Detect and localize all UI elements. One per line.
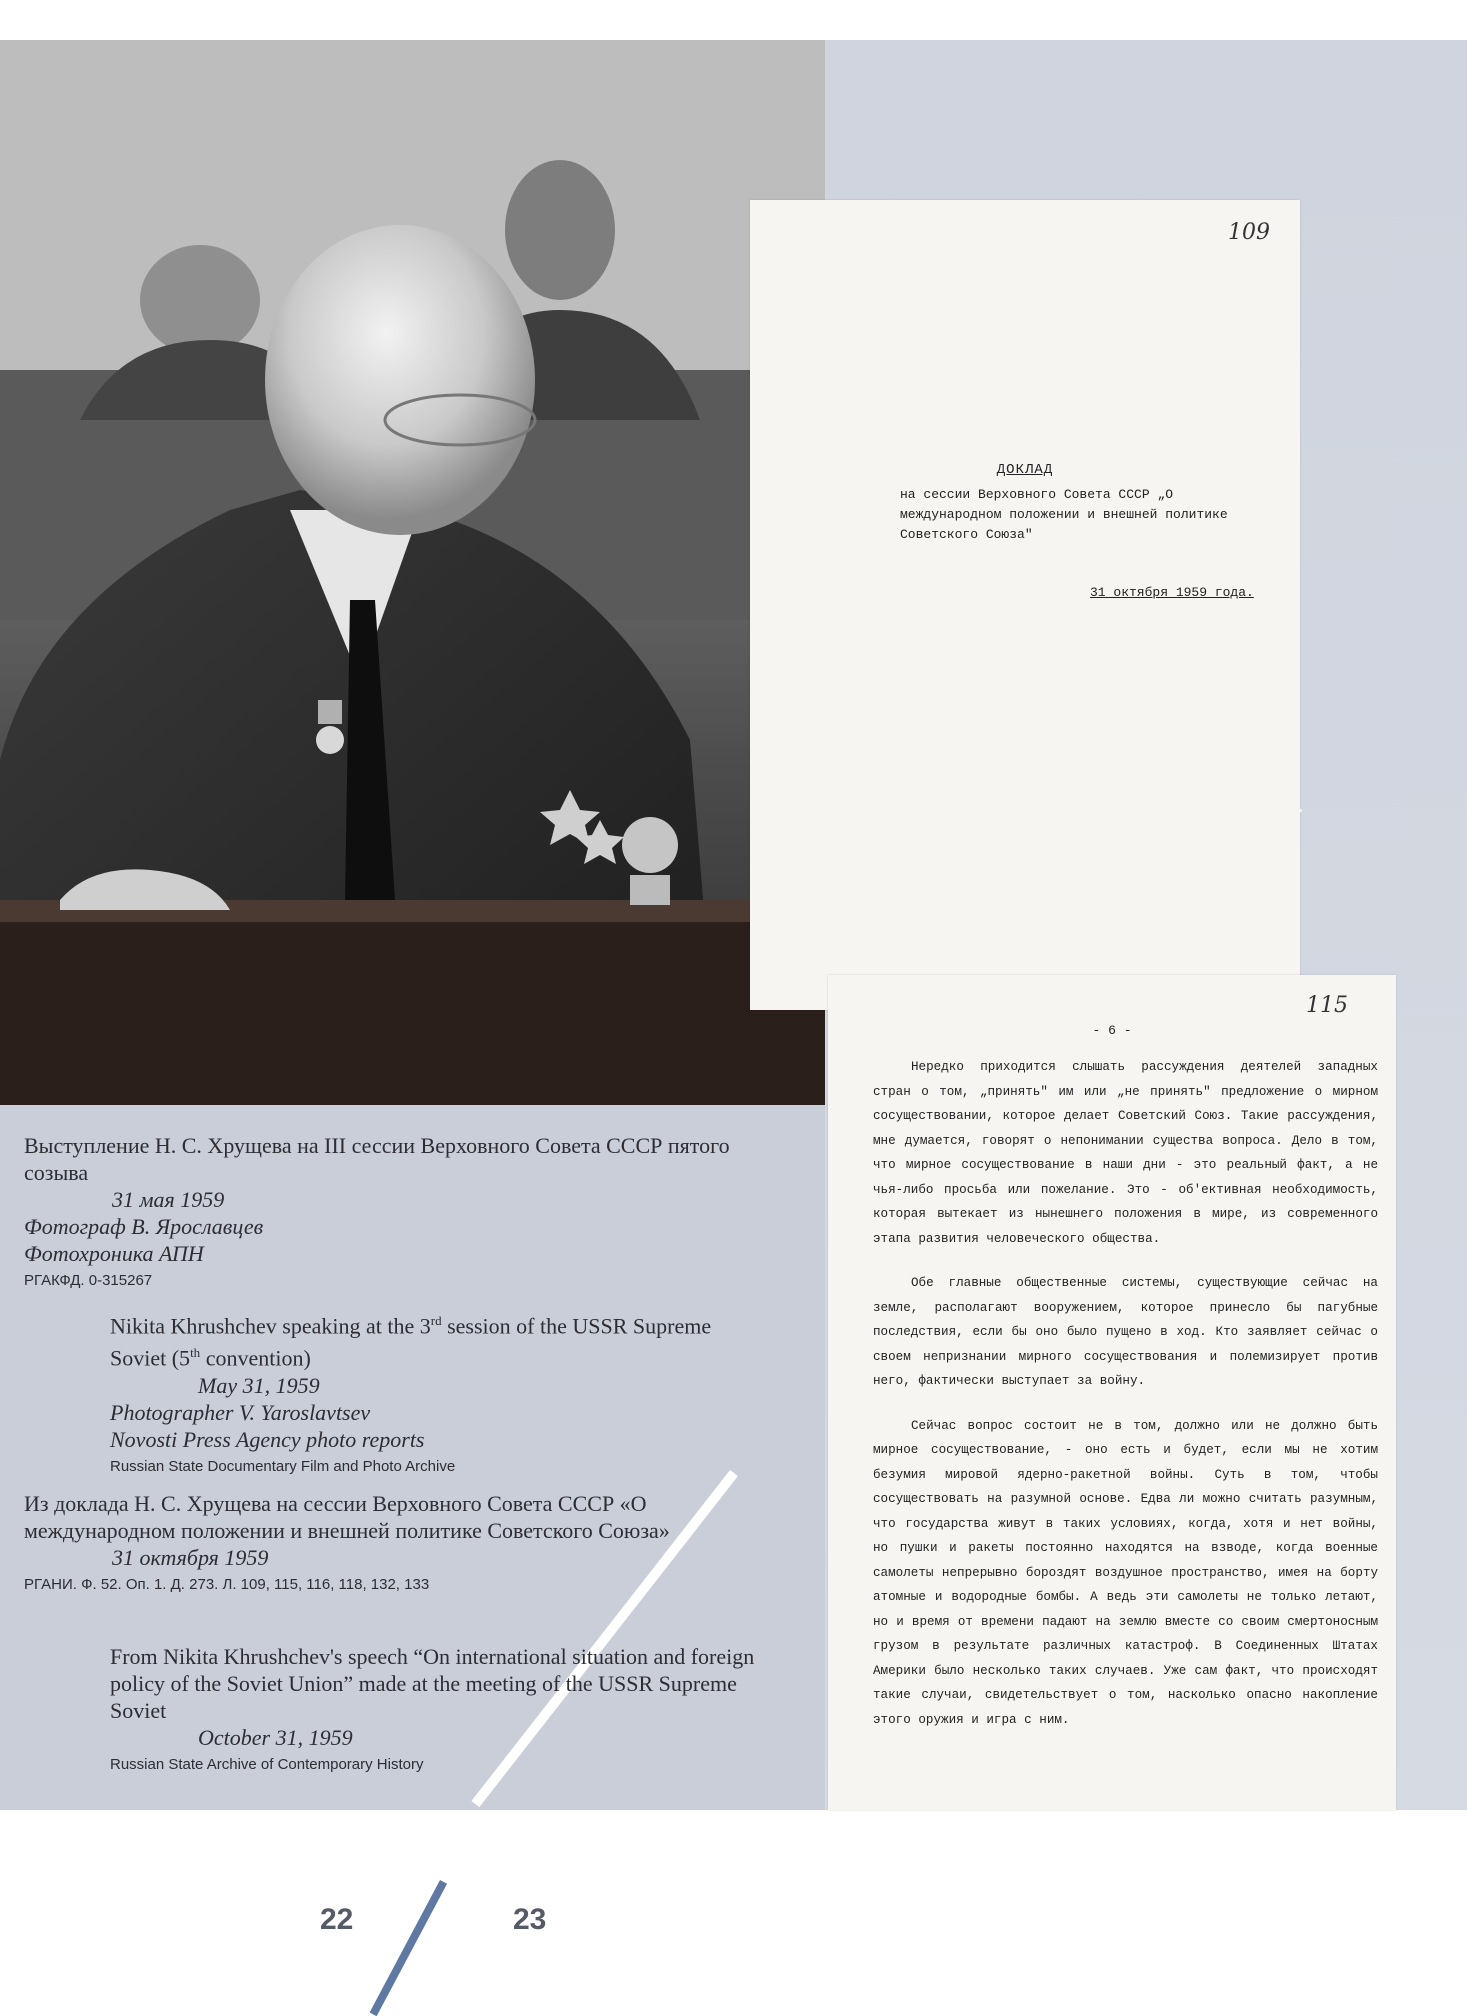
caption-title: Nikita Khrushchev speaking at the 3rd session of the USSR Supreme Soviet (5th convention) [110, 1313, 712, 1371]
caption-photographer: Photographer V. Yaroslavtsev [110, 1399, 371, 1425]
page-number-right: 23 [513, 1903, 547, 1936]
photo-illustration [0, 40, 825, 1105]
speaker-photo [0, 40, 825, 1105]
caption-source: Russian State Archive of Contemporary History [110, 1756, 424, 1773]
caption-document-ru [24, 1490, 744, 1596]
document-paragraph: Сейчас вопрос состоит не в том, должно или не должно быть мирное сосуществование, - оно есть и будет, если мы не хотим безумия мировой ядерно-ракетной войны. Суть в том, чтобы сосуществовать на разумной основе. Едва ли можно считать разумным, что государства живут в таких условиях, когда, хотя и нет войны, но пушки и ракеты постоянно находятся на взводе, когда военные самолеты непрерывно бороздят воздушное пространство, имея на борту атомные и водородные бомбы. А ведь эти самолеты не только летают, но и время от времени падают на землю вместе со своим смертоносным грузом в результате различных катастроф. В Соединенных Штатах Америки было несколько таких случаев. Уже сам факт, что происходят такие случаи, свидетельствует о том, насколько опасно накопление этого оружия и игра с ним. [873, 1418, 1378, 1727]
caption-source: РГАКФД. 0-315267 [24, 1272, 153, 1289]
page-mark: 109 [1228, 220, 1270, 245]
caption-photo-ru [24, 1132, 744, 1292]
page-mark: 115 [1306, 993, 1348, 1018]
caption-date: October 31, 1959 [198, 1725, 353, 1750]
page-divider [370, 1880, 447, 2016]
document-body [873, 1055, 1378, 1752]
document-paragraph: Обе главные общественные системы, существующие сейчас на земле, располагают вооружением, которое принесло бы пагубные последствия, если бы оно было пущено в ход. Кто заявляет сейчас о своем непризнании мирного сосуществования и полемизирует против него, фактически выступает за войну. [873, 1276, 1378, 1388]
document-subtitle: на сессии Верховного Совета СССР „О международном положении и внешней политике Советского Союза" [900, 487, 1228, 542]
document-date: 31 октября 1959 года. [1090, 585, 1254, 600]
caption-source: Russian State Documentary Film and Photo Archive [110, 1457, 456, 1475]
document-paragraph: Нередко приходится слышать рассуждения деятелей западных стран о том, „принять" им или „не принять" предложение о мирном сосуществовании, которое делает Советский Союз. Такие рассуждения, мне думается, говорят о непонимании существа вопроса. Дело в том, что мирное сосуществование в наши дни - это реальный факт, а не чья-либо просьба или пожелание. Это - об'ективная необходимость, которая вытекает из нынешнего положения в мире, из современного этапа развития человеческого общества. [873, 1060, 1378, 1246]
document-page-number: - 6 - [1092, 1023, 1132, 1038]
caption-photographer: Фотограф В. Ярославцев [24, 1214, 264, 1239]
page-number-left: 22 [320, 1903, 354, 1936]
caption-document-en [110, 1643, 770, 1776]
caption-title: From Nikita Khrushchev's speech “On international situation and foreign policy of the Soviet Union” made at the meeting of the USSR Supreme Soviet [110, 1644, 755, 1723]
caption-photo-en [110, 1307, 750, 1478]
caption-source: РГАНИ. Ф. 52. Оп. 1. Д. 273. Л. 109, 115, 116, 118, 132, 133 [24, 1576, 430, 1593]
caption-date: 31 мая 1959 [112, 1187, 225, 1212]
document-title: ДОКЛАД [996, 462, 1054, 478]
caption-title: Выступление Н. С. Хрущева на III сессии Верховного Совета СССР пятого созыва [24, 1133, 730, 1185]
archive-document-page [828, 975, 1396, 1810]
caption-agency: Novosti Press Agency photo reports [110, 1426, 425, 1452]
caption-date: 31 октября 1959 [112, 1545, 269, 1570]
caption-date: May 31, 1959 [198, 1372, 320, 1398]
caption-agency: Фотохроника АПН [24, 1241, 204, 1266]
archive-document-cover [750, 200, 1300, 1010]
caption-title: Из доклада Н. С. Хрущева на сессии Верховного Совета СССР «О международном положении и внешней политике Советского Союза» [24, 1491, 670, 1543]
